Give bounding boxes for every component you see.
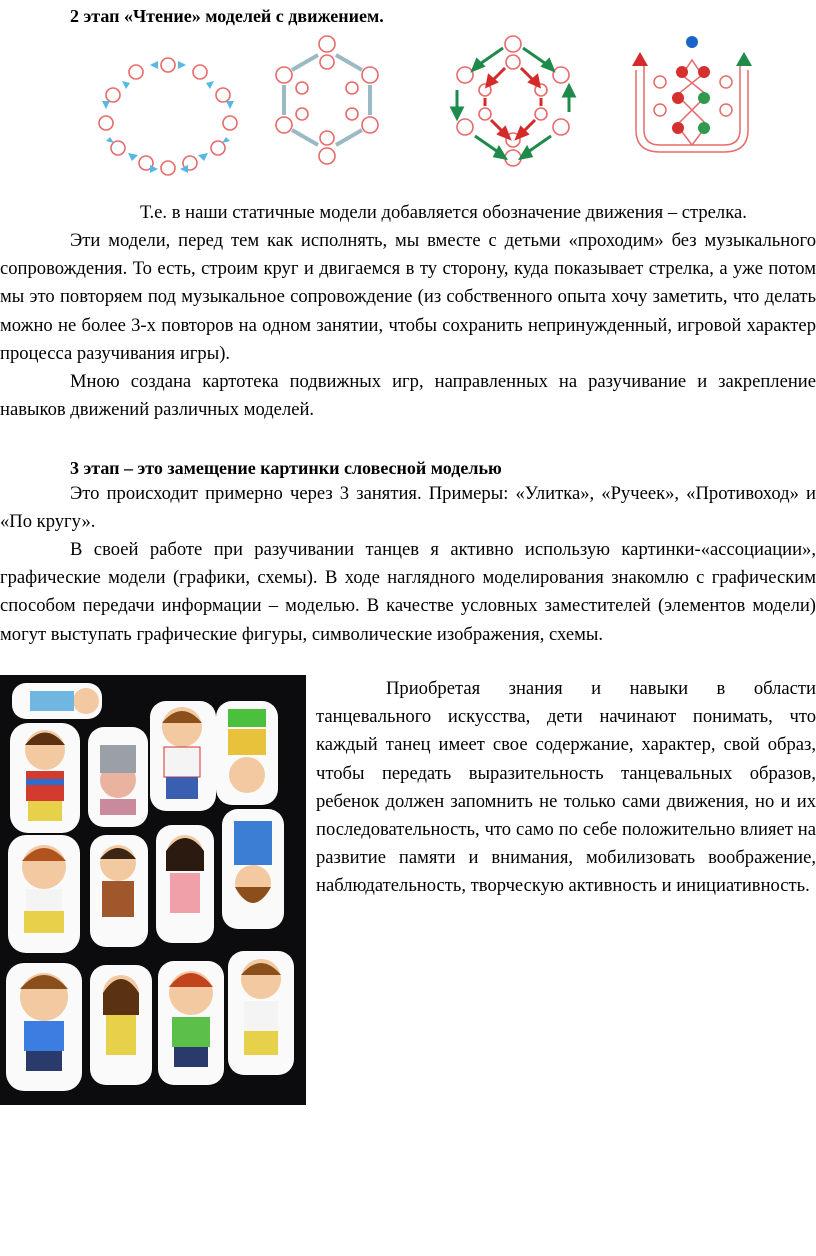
stage2-heading: 2 этап «Чтение» моделей с движением.	[70, 6, 384, 26]
paragraph-arrow-intro: Т.е. в наши статичные модели добавляется обозначение движения – стрелка.	[140, 202, 747, 223]
paragraph-stage3-examples: Это происходит примерно через 3 занятия. Примеры: «Улитка», «Ручеек», «Противоход» и «По кругу».	[0, 483, 816, 533]
paragraph-card-index: Мною создана картотека подвижных игр, направленных на разучивание и закрепление навыков движений различных моделей.	[0, 371, 816, 421]
paragraph-dance-knowledge: Приобретая знания и навыки в области танцевального искусства, дети начинают понимать, что каждый танец имеет свое содержание, характер, свой образ, чтобы передать выразительность танцевальных образов, ребенок должен запомнить не только сами движения, но и их последовательность, что само по себе положительно влияет на развитие памяти и внимания, мобилизовать воображение, наблюдательность, творческую активность и инициативность.	[316, 678, 816, 897]
card-figure	[12, 683, 102, 719]
children-cards-photo	[0, 675, 306, 1105]
circle-model-diagram	[88, 45, 248, 185]
paragraph-graphic-models: В своей работе при разучивании танцев я активно использую картинки-«ассоциации», графические модели (графики, схемы). В ходе наглядного моделирования знакомлю с графическим способом передачи информации – моделью. В качестве условных заместителей (элементов модели) могут выступать графические фигуры, символические изображения, схемы.	[0, 539, 816, 645]
snake-model-diagram	[622, 30, 762, 160]
hexagon-model-diagram	[262, 30, 392, 170]
paragraph-walkthrough: Эти модели, перед тем как исполнять, мы вместе с детьми «проходим» без музыкального сопровождения. То есть, строим круг и двигаемся в ту сторону, куда показывает стрелка, а уже потом мы это повторяем под музыкальное сопровождение (из собственного опыта хочу заметить, что делать можно не более 3-х повторов на одном занятии, чтобы сохранить непринужденный, игровой характер процесса разучивания игры).	[0, 230, 816, 364]
stage3-heading: 3 этап – это замещение картинки словесной моделью	[70, 458, 502, 478]
hexagon-arrows-diagram	[443, 30, 583, 172]
